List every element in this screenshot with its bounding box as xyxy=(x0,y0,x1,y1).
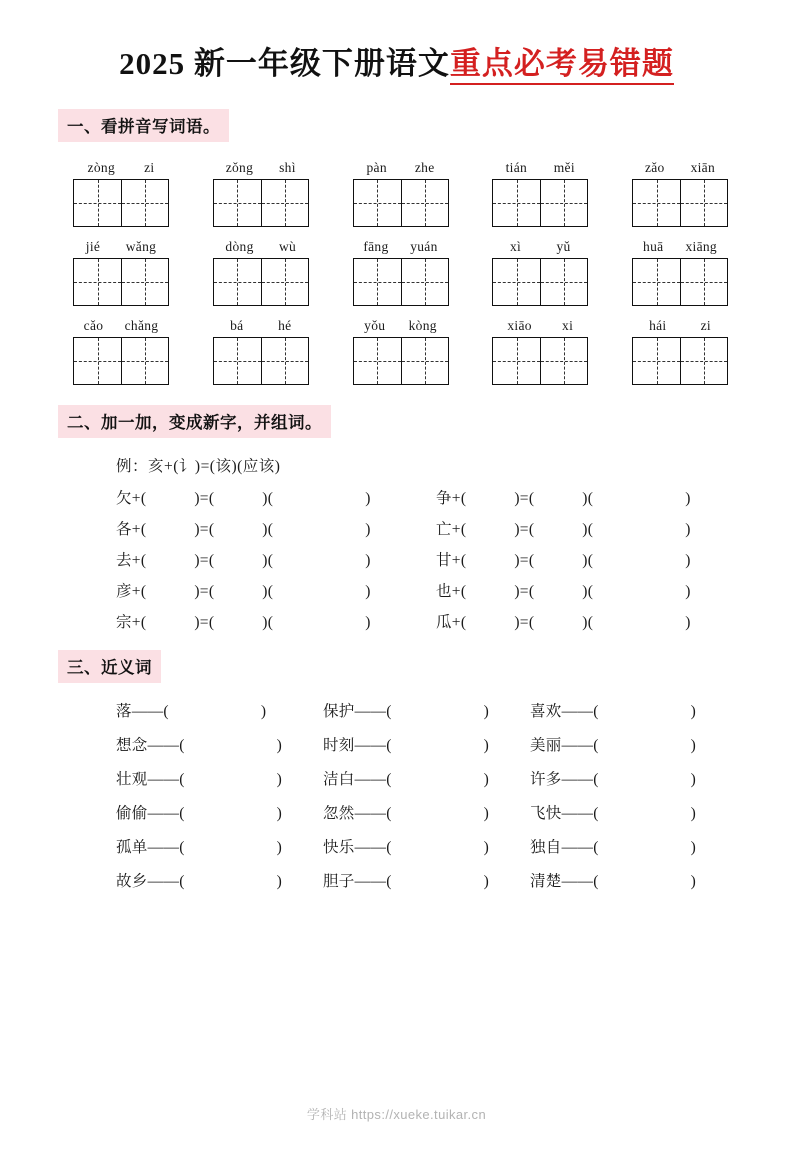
synonym-close: ) xyxy=(276,771,283,788)
add-radical-item[interactable] xyxy=(116,548,436,570)
pinyin-syllable: wù xyxy=(278,239,297,254)
pinyin-cell xyxy=(204,239,318,306)
add-radical-close: ) xyxy=(685,490,691,507)
tianzi-half xyxy=(121,180,168,226)
synonym-word: 许多 xyxy=(530,771,562,788)
synonym-word: 胆子 xyxy=(323,873,355,890)
synonym-close: ) xyxy=(483,771,490,788)
synonym-close: ) xyxy=(690,839,697,856)
tianzi-half xyxy=(214,259,261,305)
pinyin-syllable: zi xyxy=(144,160,155,175)
add-radical-prompt: 去+( xyxy=(116,552,147,569)
add-radical-rows xyxy=(56,486,737,632)
tianzi-half xyxy=(74,180,121,226)
add-radical-eq: )=( xyxy=(194,490,215,507)
tianzi-half xyxy=(121,338,168,384)
synonym-item[interactable] xyxy=(323,733,530,755)
add-radical-prompt: 瓜+( xyxy=(436,614,467,631)
add-radical-prompt: 争+( xyxy=(436,490,467,507)
synonym-dash: ——( xyxy=(561,839,599,856)
add-radical-item[interactable] xyxy=(436,486,691,508)
synonym-item[interactable] xyxy=(116,699,323,721)
synonym-dash: ——( xyxy=(354,703,392,720)
pinyin-cell xyxy=(344,318,458,385)
tianzi-box[interactable] xyxy=(492,258,588,306)
add-radical-row xyxy=(116,579,737,601)
tianzi-half xyxy=(261,338,308,384)
pinyin-label xyxy=(353,160,449,176)
add-radical-prompt: 甘+( xyxy=(436,552,467,569)
add-radical-word-open: )( xyxy=(582,490,594,507)
pinyin-syllable: hái xyxy=(649,318,667,333)
tianzi-box[interactable] xyxy=(492,179,588,227)
synonym-row xyxy=(116,767,737,789)
tianzi-box[interactable] xyxy=(492,337,588,385)
synonym-word: 想念 xyxy=(116,737,148,754)
synonym-item[interactable] xyxy=(323,767,530,789)
add-radical-word-open: )( xyxy=(582,552,594,569)
synonym-item[interactable] xyxy=(530,869,737,891)
synonym-dash: ——( xyxy=(147,873,185,890)
pinyin-grid-block xyxy=(56,160,737,385)
add-radical-item[interactable] xyxy=(116,610,436,632)
add-radical-eq: )=( xyxy=(194,614,215,631)
synonym-dash: ——( xyxy=(354,737,392,754)
pinyin-syllable: jié xyxy=(85,239,101,254)
synonym-item[interactable] xyxy=(530,801,737,823)
synonym-close: ) xyxy=(483,737,490,754)
tianzi-half xyxy=(493,259,540,305)
tianzi-half xyxy=(401,180,448,226)
pinyin-cell xyxy=(623,160,737,227)
pinyin-syllable: zǎo xyxy=(644,160,665,175)
synonym-item[interactable] xyxy=(530,835,737,857)
add-radical-item[interactable] xyxy=(436,579,691,601)
pinyin-cell xyxy=(483,318,597,385)
synonym-row xyxy=(116,869,737,891)
tianzi-half xyxy=(540,180,587,226)
synonym-close: ) xyxy=(690,771,697,788)
synonym-close: ) xyxy=(276,873,283,890)
page-title-red: 重点必考易错题 xyxy=(450,46,674,85)
section-1-heading: 一、看拼音写词语。 xyxy=(58,109,229,142)
synonym-item[interactable] xyxy=(323,835,530,857)
synonym-close: ) xyxy=(483,873,490,890)
add-radical-row xyxy=(116,610,737,632)
page-title xyxy=(56,38,737,83)
add-radical-prompt: 彦+( xyxy=(116,583,147,600)
add-radical-word-open: )( xyxy=(262,490,274,507)
tianzi-box[interactable] xyxy=(353,258,449,306)
add-radical-item[interactable] xyxy=(436,610,691,632)
add-radical-word-open: )( xyxy=(262,521,274,538)
tianzi-box[interactable] xyxy=(632,337,728,385)
tianzi-half xyxy=(74,259,121,305)
pinyin-cell xyxy=(64,318,178,385)
tianzi-half xyxy=(354,338,401,384)
pinyin-cell xyxy=(64,160,178,227)
pinyin-cell xyxy=(344,239,458,306)
synonym-word: 保护 xyxy=(323,703,355,720)
add-radical-eq: )=( xyxy=(194,552,215,569)
synonym-word: 快乐 xyxy=(323,839,355,856)
pinyin-syllable: tián xyxy=(505,160,528,175)
pinyin-syllable: xì xyxy=(509,239,522,254)
synonym-word: 孤单 xyxy=(116,839,148,856)
add-radical-eq: )=( xyxy=(514,552,535,569)
pinyin-cell xyxy=(64,239,178,306)
pinyin-label xyxy=(492,160,588,176)
synonym-word: 喜欢 xyxy=(530,703,562,720)
pinyin-label xyxy=(213,239,309,255)
add-radical-close: ) xyxy=(685,521,691,538)
add-radical-close: ) xyxy=(365,583,371,600)
synonym-close: ) xyxy=(260,703,267,720)
tianzi-box[interactable] xyxy=(73,258,169,306)
synonym-item[interactable] xyxy=(116,835,323,857)
add-radical-prompt: 宗+( xyxy=(116,614,147,631)
add-radical-eq: )=( xyxy=(514,521,535,538)
pinyin-syllable: kòng xyxy=(408,318,437,333)
synonym-word: 飞快 xyxy=(530,805,562,822)
synonym-word: 美丽 xyxy=(530,737,562,754)
tianzi-half xyxy=(680,180,727,226)
synonym-close: ) xyxy=(276,805,283,822)
pinyin-label xyxy=(632,239,728,255)
synonym-word: 洁白 xyxy=(323,771,355,788)
add-radical-eq: )=( xyxy=(194,583,215,600)
synonym-item[interactable] xyxy=(116,869,323,891)
synonym-item[interactable] xyxy=(530,733,737,755)
pinyin-label xyxy=(492,239,588,255)
synonym-item[interactable] xyxy=(116,801,323,823)
synonym-item[interactable] xyxy=(116,733,323,755)
synonym-item[interactable] xyxy=(116,767,323,789)
pinyin-syllable: yǔ xyxy=(556,239,571,254)
tianzi-half xyxy=(214,338,261,384)
add-radical-item[interactable] xyxy=(116,517,436,539)
pinyin-syllable: xiāo xyxy=(507,318,532,333)
section-1 xyxy=(58,109,737,142)
add-radical-eq: )=( xyxy=(514,614,535,631)
tianzi-half xyxy=(493,338,540,384)
tianzi-box[interactable] xyxy=(632,179,728,227)
tianzi-box[interactable] xyxy=(632,258,728,306)
synonym-item[interactable] xyxy=(323,699,530,721)
synonym-word: 独自 xyxy=(530,839,562,856)
tianzi-half xyxy=(261,259,308,305)
pinyin-label xyxy=(353,239,449,255)
synonym-word: 忽然 xyxy=(323,805,355,822)
add-radical-close: ) xyxy=(685,614,691,631)
add-radical-close: ) xyxy=(685,583,691,600)
tianzi-half xyxy=(633,259,680,305)
pinyin-syllable: yǒu xyxy=(364,318,386,333)
pinyin-syllable: xiān xyxy=(690,160,716,175)
pinyin-syllable: dòng xyxy=(225,239,254,254)
synonym-dash: ——( xyxy=(561,703,599,720)
tianzi-half xyxy=(261,180,308,226)
pinyin-row xyxy=(64,239,737,306)
add-radical-word-open: )( xyxy=(582,583,594,600)
synonym-close: ) xyxy=(276,839,283,856)
synonym-dash: ——( xyxy=(147,771,185,788)
pinyin-syllable: xi xyxy=(562,318,574,333)
tianzi-half xyxy=(214,180,261,226)
pinyin-cell xyxy=(623,318,737,385)
pinyin-syllable: zhe xyxy=(414,160,435,175)
tianzi-half xyxy=(633,180,680,226)
synonym-dash: ——( xyxy=(147,805,185,822)
add-radical-eq: )=( xyxy=(514,490,535,507)
synonym-close: ) xyxy=(483,805,490,822)
pinyin-syllable: cǎo xyxy=(83,318,104,333)
pinyin-row xyxy=(64,160,737,227)
tianzi-half xyxy=(540,338,587,384)
add-radical-item[interactable] xyxy=(436,548,691,570)
pinyin-syllable: bá xyxy=(230,318,244,333)
add-radical-prompt: 各+( xyxy=(116,521,147,538)
add-radical-word-open: )( xyxy=(262,614,274,631)
synonym-close: ) xyxy=(690,703,697,720)
synonym-dash: ——( xyxy=(131,703,169,720)
section-2 xyxy=(58,405,737,438)
synonym-dash: ——( xyxy=(354,873,392,890)
pinyin-label xyxy=(73,239,169,255)
pinyin-label xyxy=(73,160,169,176)
synonym-item[interactable] xyxy=(530,767,737,789)
synonym-dash: ——( xyxy=(561,737,599,754)
add-radical-eq: )=( xyxy=(194,521,215,538)
pinyin-label xyxy=(73,318,169,334)
synonym-block xyxy=(116,699,737,891)
pinyin-syllable: zǒng xyxy=(225,160,254,175)
add-radical-word-open: )( xyxy=(582,521,594,538)
pinyin-syllable: yuán xyxy=(410,239,438,254)
synonym-close: ) xyxy=(690,805,697,822)
tianzi-half xyxy=(540,259,587,305)
synonym-dash: ——( xyxy=(561,873,599,890)
add-radical-word-open: )( xyxy=(262,583,274,600)
synonym-dash: ——( xyxy=(561,771,599,788)
section-3 xyxy=(58,650,737,683)
add-radical-word-open: )( xyxy=(582,614,594,631)
synonym-dash: ——( xyxy=(354,805,392,822)
add-radical-row xyxy=(116,517,737,539)
tianzi-box[interactable] xyxy=(213,337,309,385)
pinyin-label xyxy=(632,160,728,176)
pinyin-label xyxy=(213,318,309,334)
pinyin-syllable: chǎng xyxy=(124,318,159,333)
tianzi-box[interactable] xyxy=(353,337,449,385)
worksheet-page xyxy=(0,38,793,1159)
add-radical-eq: )=( xyxy=(514,583,535,600)
tianzi-half xyxy=(121,259,168,305)
synonym-word: 清楚 xyxy=(530,873,562,890)
pinyin-cell xyxy=(344,160,458,227)
add-radical-close: ) xyxy=(365,490,371,507)
tianzi-half xyxy=(401,338,448,384)
pinyin-syllable: xiāng xyxy=(685,239,717,254)
tianzi-box[interactable] xyxy=(213,179,309,227)
synonym-word: 时刻 xyxy=(323,737,355,754)
tianzi-box[interactable] xyxy=(353,179,449,227)
synonym-item[interactable] xyxy=(323,801,530,823)
pinyin-syllable: měi xyxy=(553,160,575,175)
add-radical-row xyxy=(116,548,737,570)
pinyin-syllable: huā xyxy=(643,239,664,254)
add-radical-item[interactable] xyxy=(116,486,436,508)
add-radical-row xyxy=(116,486,737,508)
synonym-word: 壮观 xyxy=(116,771,148,788)
synonym-dash: ——( xyxy=(354,771,392,788)
synonym-row xyxy=(116,733,737,755)
pinyin-label xyxy=(353,318,449,334)
pinyin-syllable: fāng xyxy=(363,239,389,254)
tianzi-half xyxy=(493,180,540,226)
synonym-word: 偷偷 xyxy=(116,805,148,822)
pinyin-cell xyxy=(623,239,737,306)
tianzi-half xyxy=(401,259,448,305)
pinyin-row xyxy=(64,318,737,385)
add-radical-prompt: 欠+( xyxy=(116,490,147,507)
pinyin-label xyxy=(213,160,309,176)
add-radical-item[interactable] xyxy=(116,579,436,601)
section-2-example: 例：亥+(讠)=(该)(应该) xyxy=(116,458,281,475)
pinyin-syllable: pàn xyxy=(366,160,387,175)
synonym-row xyxy=(116,801,737,823)
add-radical-prompt: 也+( xyxy=(436,583,467,600)
pinyin-cell xyxy=(204,318,318,385)
add-radical-prompt: 亡+( xyxy=(436,521,467,538)
pinyin-syllable: zi xyxy=(700,318,711,333)
tianzi-half xyxy=(680,338,727,384)
synonym-dash: ——( xyxy=(147,839,185,856)
add-radical-close: ) xyxy=(365,552,371,569)
pinyin-syllable: hé xyxy=(278,318,292,333)
synonym-dash: ——( xyxy=(354,839,392,856)
tianzi-box[interactable] xyxy=(73,337,169,385)
add-radical-word-open: )( xyxy=(262,552,274,569)
pinyin-cell xyxy=(204,160,318,227)
section-2-heading: 二、加一加，变成新字，并组词。 xyxy=(58,405,331,438)
synonym-item[interactable] xyxy=(323,869,530,891)
pinyin-label xyxy=(632,318,728,334)
synonym-row xyxy=(116,835,737,857)
synonym-word: 落 xyxy=(116,703,132,720)
footer-watermark: 学科站 https://xueke.tuikar.cn xyxy=(306,1107,487,1122)
synonym-item[interactable] xyxy=(530,699,737,721)
add-radical-close: ) xyxy=(365,614,371,631)
pinyin-syllable: wǎng xyxy=(125,239,157,254)
synonym-close: ) xyxy=(483,839,490,856)
synonym-dash: ——( xyxy=(147,737,185,754)
add-radical-close: ) xyxy=(685,552,691,569)
tianzi-half xyxy=(633,338,680,384)
tianzi-box[interactable] xyxy=(73,179,169,227)
synonym-close: ) xyxy=(690,873,697,890)
tianzi-half xyxy=(680,259,727,305)
pinyin-cell xyxy=(483,239,597,306)
section-3-heading: 三、近义词 xyxy=(58,650,161,683)
synonym-close: ) xyxy=(690,737,697,754)
tianzi-half xyxy=(354,259,401,305)
synonym-close: ) xyxy=(276,737,283,754)
add-radical-item[interactable] xyxy=(436,517,691,539)
tianzi-half xyxy=(354,180,401,226)
tianzi-box[interactable] xyxy=(213,258,309,306)
pinyin-label xyxy=(492,318,588,334)
tianzi-half xyxy=(74,338,121,384)
synonym-close: ) xyxy=(483,703,490,720)
synonym-word: 故乡 xyxy=(116,873,148,890)
pinyin-syllable: shì xyxy=(279,160,296,175)
synonym-row xyxy=(116,699,737,721)
synonym-dash: ——( xyxy=(561,805,599,822)
page-title-black: 2025 新一年级下册语文 xyxy=(119,46,450,81)
add-radical-close: ) xyxy=(365,521,371,538)
pinyin-syllable: zòng xyxy=(87,160,115,175)
pinyin-cell xyxy=(483,160,597,227)
